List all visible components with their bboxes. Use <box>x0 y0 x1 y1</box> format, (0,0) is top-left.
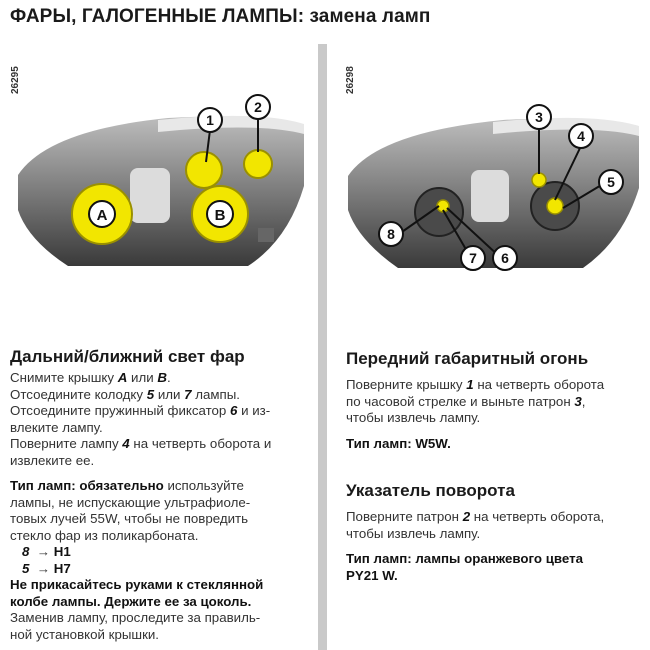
headlamp-figure-left <box>8 90 308 280</box>
warning-line: колбе лампы. Держите ее за цоколь. <box>10 593 252 609</box>
bulb-4 <box>547 198 563 214</box>
cover-1 <box>186 152 222 188</box>
label-4: 4 <box>577 128 585 144</box>
high-low-body <box>10 370 310 643</box>
label-1: 1 <box>206 112 214 128</box>
label-a: A <box>96 207 108 224</box>
label-2: 2 <box>254 99 262 115</box>
lamp-type-line: PY21 W. <box>346 567 398 583</box>
connector-housing <box>471 170 509 222</box>
bulb-3 <box>532 173 546 187</box>
label-5: 5 <box>607 174 615 190</box>
lamp-type-line: товых лучей 55W, чтобы не повредить <box>10 511 249 526</box>
lamp-type-line: Тип ламп: лампы оранжевого цвета <box>346 551 584 566</box>
connector-housing <box>130 168 170 223</box>
label-6: 6 <box>501 250 509 266</box>
label-b: B <box>214 207 226 224</box>
after-line: Заменив лампу, проследите за правиль- <box>10 610 261 625</box>
warning-line: Не прикасайтесь руками к стеклянной <box>10 577 264 592</box>
figure-id-right: 26298 <box>345 66 356 94</box>
instruction-line: влеките лампу. <box>10 419 103 435</box>
headlamp-figure-right <box>343 98 643 280</box>
instruction-line: Поверните патрон 2 на четверть оборота, <box>346 509 605 524</box>
instruction-line: Отсоедините пружинный фиксатор 6 и из- <box>10 403 271 418</box>
figure-id-left: 26295 <box>10 66 21 94</box>
position-body <box>346 377 644 452</box>
page-title: ФАРЫ, ГАЛОГЕННЫЕ ЛАМПЫ: замена ламп <box>10 6 431 27</box>
lamp-mapping-row: 5 → H7 <box>22 560 71 576</box>
after-line: ной установкой крышки. <box>10 626 160 642</box>
label-3: 3 <box>535 109 543 125</box>
label-8: 8 <box>387 226 395 242</box>
instruction-line: Отсоедините колодку 5 или 7 лампы. <box>10 386 240 402</box>
lamp-socket-left <box>415 188 463 236</box>
instruction-line: чтобы извлечь лампу. <box>346 410 481 425</box>
section-heading-position: Передний габаритный огонь <box>346 349 589 368</box>
column-divider <box>318 44 327 650</box>
section-heading-turn: Указатель поворота <box>346 481 515 500</box>
instruction-line: Снимите крышку A или B. <box>10 370 171 385</box>
socket-2 <box>244 150 272 178</box>
turn-body <box>346 509 644 584</box>
mount-stud <box>258 228 274 242</box>
lamp-type-line: лампы, не испускающие ультрафиоле- <box>10 494 251 510</box>
lamp-type-line: Тип ламп: обязательно используйте <box>10 478 244 493</box>
instruction-line: по часовой стрелке и выньте патрон 3, <box>346 393 586 409</box>
label-7: 7 <box>469 250 477 266</box>
lamp-type-line: Тип ламп: W5W. <box>346 435 451 451</box>
instruction-line: Поверните крышку 1 на четверть оборота <box>346 377 605 392</box>
lamp-type-line: стекло фар из поликарбоната. <box>10 527 199 543</box>
section-heading-high-low: Дальний/ближний свет фар <box>10 347 245 366</box>
instruction-line: Поверните лампу 4 на четверть оборота и <box>10 436 272 451</box>
instruction-line: чтобы извлечь лампу. <box>346 525 481 541</box>
instruction-line: извлеките ее. <box>10 452 95 468</box>
lamp-mapping-row: 8 → H1 <box>22 544 71 559</box>
